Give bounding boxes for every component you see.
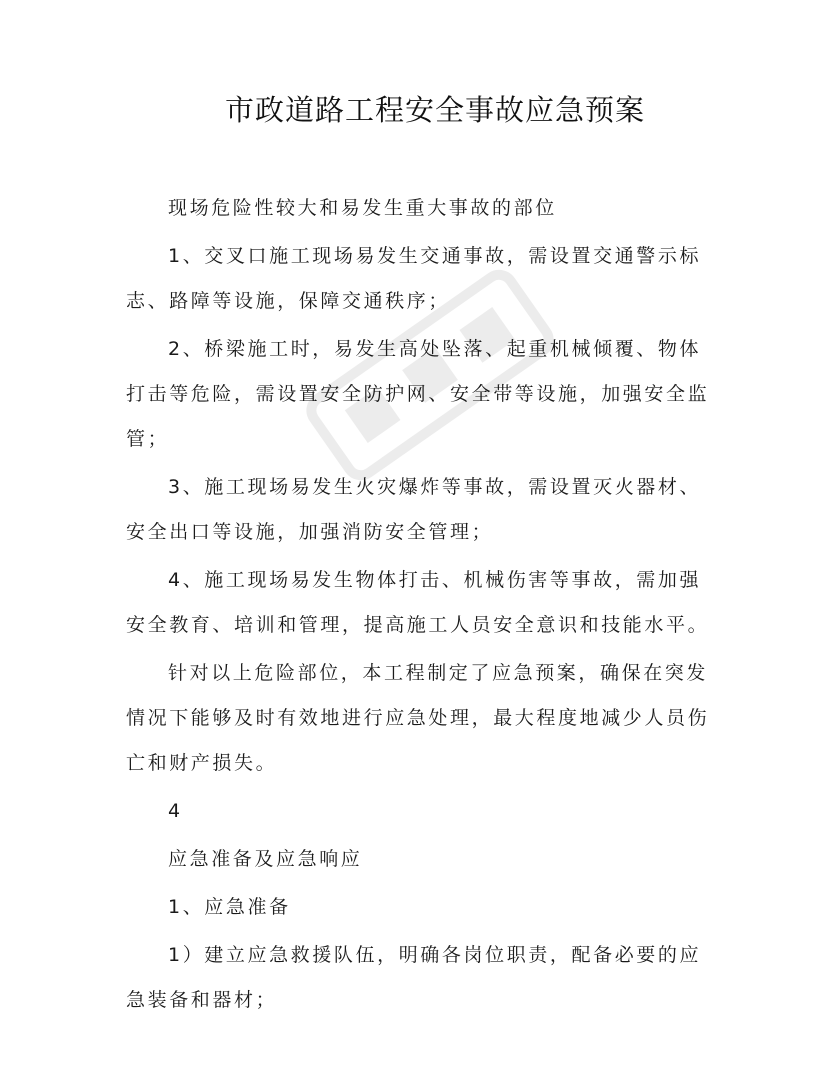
section-heading-emergency: 应急准备及应急响应 <box>168 848 363 870</box>
paragraph-item-2: 2、桥梁施工时，易发生高处坠落、起重机械倾覆、物体打击等危险，需设置安全防护网、安全带等设施，加强安全监管； <box>126 338 710 450</box>
document-body <box>126 186 716 1026</box>
paragraph-item-3: 3、施工现场易发生火灾爆炸等事故，需设置灭火器材、安全出口等设施，加强消防安全管理； <box>126 476 702 543</box>
paragraph-item-1: 1、交叉口施工现场易发生交通事故，需设置交通警示标志、路障等设施，保障交通秩序； <box>126 245 702 312</box>
document-title: 市政道路工程安全事故应急预案 <box>224 93 645 127</box>
section-number: 4 <box>168 800 183 822</box>
paragraph-summary: 针对以上危险部位，本工程制定了应急预案，确保在突发情况下能够及时有效地进行应急处理，最大程度地减少人员伤亡和财产损失。 <box>126 662 710 774</box>
subsection-heading-preparation: 1、应急准备 <box>168 896 291 918</box>
section-heading-danger-areas: 现场危险性较大和易发生重大事故的部位 <box>168 197 557 219</box>
paragraph-item-4: 4、施工现场易发生物体打击、机械伤害等事故，需加强安全教育、培训和管理，提高施工人员安全意识和技能水平。 <box>126 569 710 636</box>
paragraph-preparation-1: 1）建立应急救援队伍，明确各岗位职责，配备必要的应急装备和器材； <box>126 944 702 1011</box>
